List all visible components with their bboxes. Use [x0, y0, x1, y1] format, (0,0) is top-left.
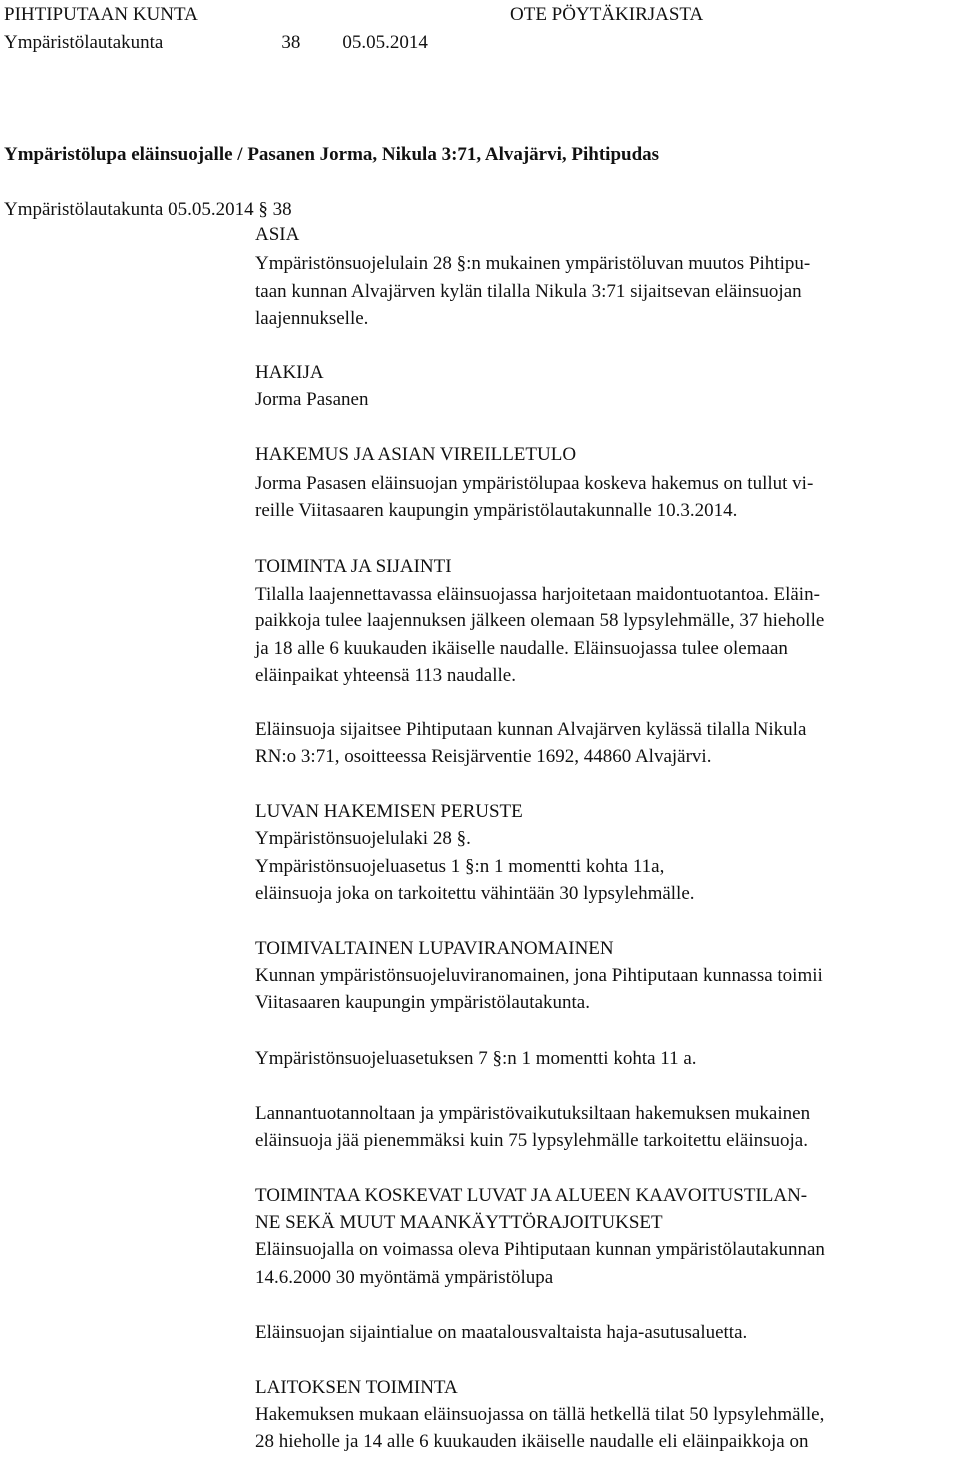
body-line: Ympäristönsuojeluasetuksen 7 §:n 1 momentti kohta 11 a.	[255, 1048, 697, 1069]
header-board	[4, 30, 428, 56]
body-line: Jorma Pasanen	[255, 389, 369, 410]
section-number: 38	[281, 32, 301, 53]
body-line: Ympäristönsuojelulaki 28 §.	[255, 828, 471, 849]
body-line: RN:o 3:71, osoitteessa Reisjärventie 1692, 44860 Alvajärvi.	[255, 746, 712, 767]
body-line: Tilalla laajennettavassa eläinsuojassa harjoitetaan maidontuotantoa. Eläin-	[255, 584, 820, 605]
body-line: eläinsuoja jää pienemmäksi kuin 75 lypsylehmälle tarkoitettu eläinsuoja.	[255, 1130, 808, 1151]
document-title: Ympäristölupa eläinsuojalle / Pasanen Jorma, Nikula 3:71, Alvajärvi, Pihtipudas	[4, 144, 660, 165]
meeting-reference: Ympäristölautakunta 05.05.2014 § 38	[4, 199, 292, 220]
body-line: Ympäristönsuojeluasetus 1 §:n 1 momentti kohta 11a,	[255, 856, 665, 877]
body-line: paikkoja tulee laajennuksen jälkeen olemaan 58 lypsylehmälle, 37 hieholle	[255, 610, 825, 631]
section-heading-hakemus: HAKEMUS JA ASIAN VIREILLETULO	[255, 444, 577, 465]
section-heading-hakija: HAKIJA	[255, 362, 324, 383]
body-line: Eläinsuoja sijaitsee Pihtiputaan kunnan Alvajärven kylässä tilalla Nikula	[255, 719, 807, 740]
body-line: Jorma Pasasen eläinsuojan ympäristölupaa koskeva hakemus on tullut vi-	[255, 473, 814, 494]
body-line: Lannantuotannoltaan ja ympäristövaikutuksiltaan hakemuksen mukainen	[255, 1103, 811, 1124]
body-line: Kunnan ympäristönsuojeluviranomainen, jona Pihtiputaan kunnassa toimii	[255, 965, 823, 986]
body-line: 28 hieholle ja 14 alle 6 kuukauden ikäiselle naudalle eli eläinpaikkoja on	[255, 1431, 809, 1452]
body-line: ja 18 alle 6 kuukauden ikäiselle naudalle. Eläinsuojassa tulee olemaan	[255, 638, 788, 659]
section-heading-toiminta: TOIMINTA JA SIJAINTI	[255, 556, 452, 577]
section-heading-luvat: TOIMINTAA KOSKEVAT LUVAT JA ALUEEN KAAVOITUSTILAN-	[255, 1185, 808, 1206]
municipality-name: PIHTIPUTAAN KUNTA	[4, 4, 198, 25]
section-heading-asia: ASIA	[255, 224, 300, 245]
document-type: OTE PÖYTÄKIRJASTA	[510, 4, 704, 25]
body-line: taan kunnan Alvajärven kylän tilalla Nikula 3:71 sijaitsevan eläinsuojan	[255, 281, 802, 302]
section-heading-peruste: LUVAN HAKEMISEN PERUSTE	[255, 801, 523, 822]
body-line: Ympäristönsuojelulain 28 §:n mukainen ympäristöluvan muutos Pihtipu-	[255, 253, 811, 274]
body-line: Eläinsuojalla on voimassa oleva Pihtiputaan kunnan ympäristölautakunnan	[255, 1239, 825, 1260]
body-line: laajennukselle.	[255, 308, 369, 329]
body-line: reille Viitasaaren kaupungin ympäristölautakunnalle 10.3.2014.	[255, 500, 738, 521]
section-heading-viranomainen: TOIMIVALTAINEN LUPAVIRANOMAINEN	[255, 938, 614, 959]
body-line: Viitasaaren kaupungin ympäristölautakunta.	[255, 992, 590, 1013]
body-line: Hakemuksen mukaan eläinsuojassa on tällä hetkellä tilat 50 lypsylehmälle,	[255, 1404, 825, 1425]
body-line: eläinpaikat yhteensä 113 naudalle.	[255, 665, 516, 686]
body-line: eläinsuoja joka on tarkoitettu vähintään 30 lypsylehmälle.	[255, 883, 695, 904]
body-line: 14.6.2000 30 myöntämä ympäristölupa	[255, 1267, 554, 1288]
body-line: Eläinsuojan sijaintialue on maatalousvaltaista haja-asutusaluetta.	[255, 1322, 748, 1343]
section-heading-luvat-cont: NE SEKÄ MUUT MAANKÄYTTÖRAJOITUKSET	[255, 1212, 663, 1233]
section-heading-laitos: LAITOKSEN TOIMINTA	[255, 1377, 458, 1398]
board-name: Ympäristölautakunta	[4, 32, 164, 53]
meeting-date: 05.05.2014	[342, 32, 428, 53]
